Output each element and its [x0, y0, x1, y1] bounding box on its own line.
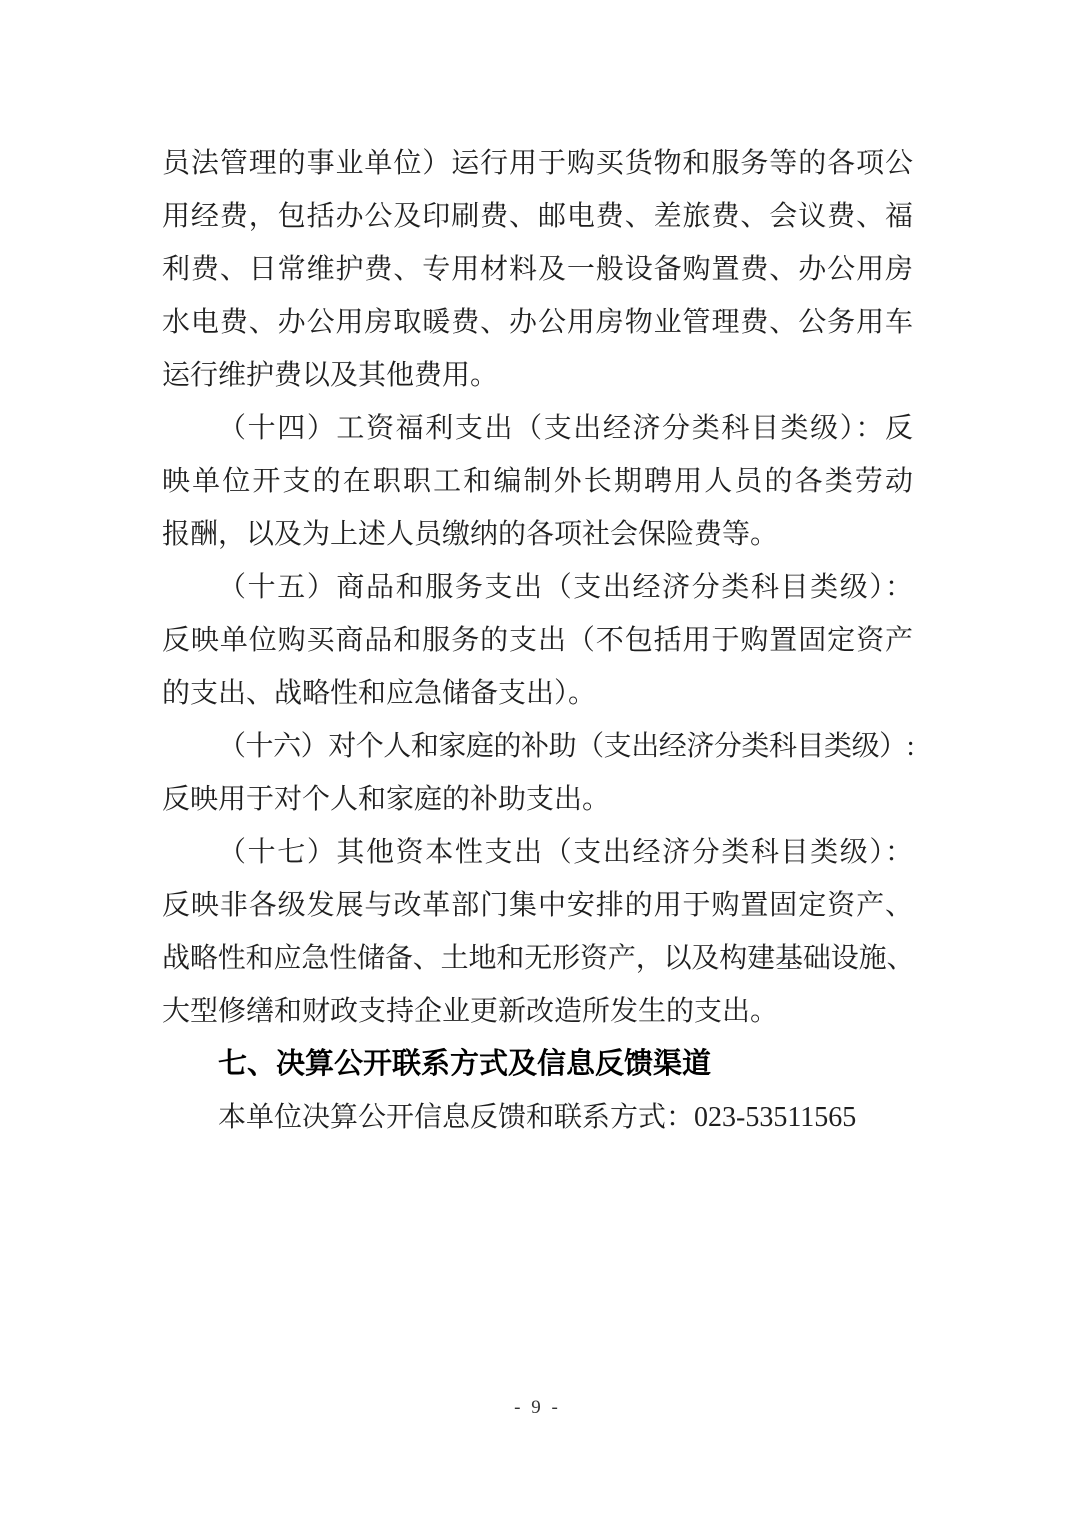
text-line-14: （十七）其他资本性支出（支出经济分类科目类级）： — [218, 837, 913, 868]
text-line-2: 用经费，包括办公及印刷费、邮电费、差旅费、会议费、福 — [162, 201, 913, 232]
text-line-12: （十六）对个人和家庭的补助（支出经济分类科目类级）: — [218, 731, 913, 762]
text-line-6: （十四）工资福利支出（支出经济分类科目类级）：反 — [218, 413, 913, 444]
text-line-1: 员法管理的事业单位）运行用于购买货物和服务等的各项公 — [162, 148, 913, 179]
text-line-5: 运行维护费以及其他费用。 — [162, 360, 499, 391]
text-line-8: 报酬，以及为上述人员缴纳的各项社会保险费等。 — [162, 519, 779, 550]
text-line-7: 映单位开支的在职职工和编制外长期聘用人员的各类劳动 — [162, 466, 913, 497]
text-line-4: 水电费、办公用房取暖费、办公用房物业管理费、公务用车 — [162, 307, 913, 338]
page-number: - 9 - — [514, 1397, 561, 1418]
text-line-15: 反映非各级发展与改革部门集中安排的用于购置固定资产、 — [162, 890, 913, 921]
text-block — [162, 137, 913, 1144]
text-line-17: 大型修缮和财政支持企业更新改造所发生的支出。 — [162, 996, 779, 1027]
text-line-11: 的支出、战略性和应急储备支出）。 — [162, 678, 597, 709]
text-line-10: 反映单位购买商品和服务的支出（不包括用于购置固定资产 — [162, 625, 913, 656]
text-line-13: 反映用于对个人和家庭的补助支出。 — [162, 784, 611, 815]
text-line-9: （十五）商品和服务支出（支出经济分类科目类级）： — [218, 572, 913, 603]
text-line-19: 本单位决算公开信息反馈和联系方式：023-53511565 — [218, 1102, 857, 1133]
section-heading: 七、决算公开联系方式及信息反馈渠道 — [218, 1048, 712, 1080]
text-line-3: 利费、日常维护费、专用材料及一般设备购置费、办公用房 — [162, 254, 913, 285]
text-line-16: 战略性和应急性储备、土地和无形资产，以及构建基础设施、 — [162, 943, 913, 974]
